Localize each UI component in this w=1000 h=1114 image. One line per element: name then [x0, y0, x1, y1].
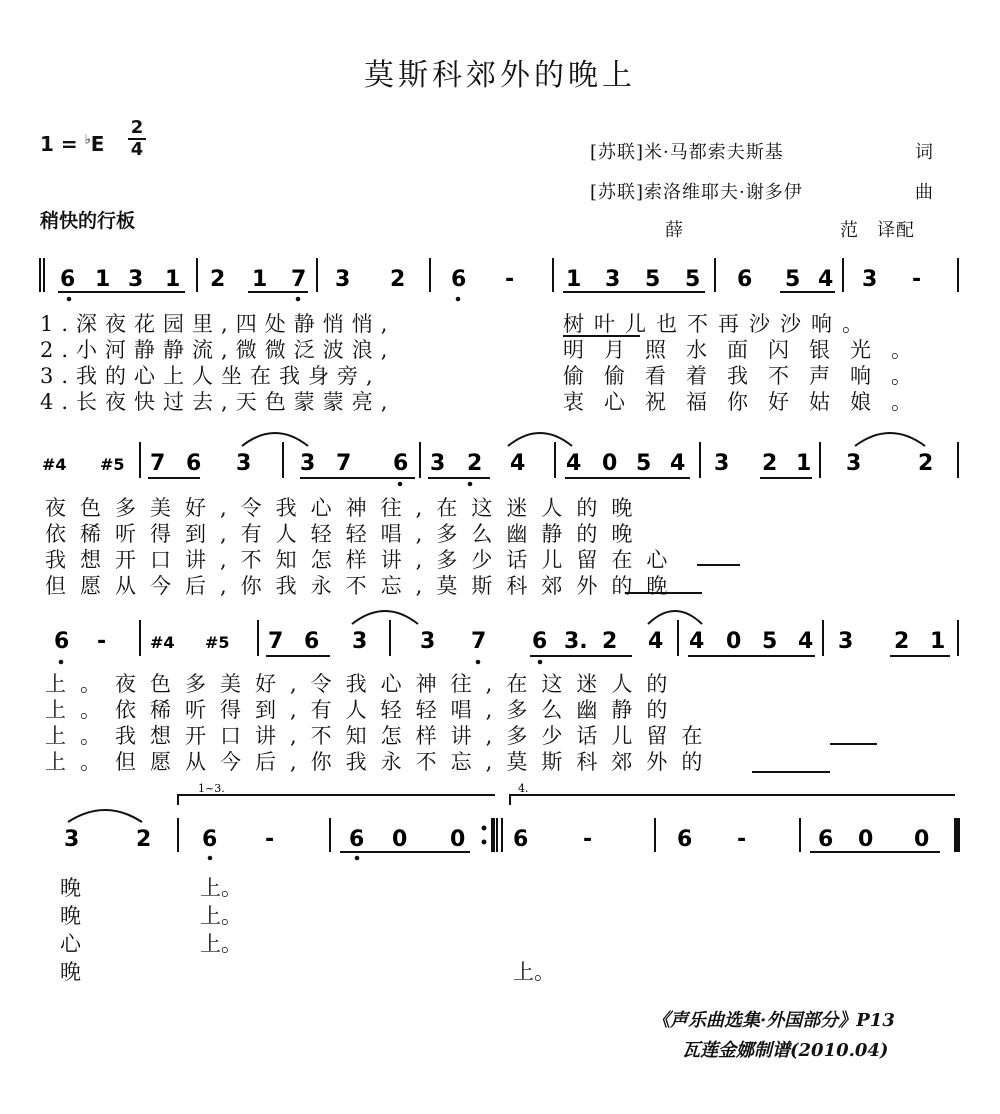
refrain-2-line-a: 依稀听得到,有人轻轻唱,多么幽静的晚	[45, 522, 647, 546]
note: 2	[136, 827, 152, 852]
note: 2	[390, 267, 406, 292]
note: 5	[636, 451, 652, 476]
note: 3	[335, 267, 351, 292]
note: 0	[726, 629, 742, 654]
translator-b: 范	[840, 220, 859, 241]
note: 7	[268, 629, 284, 654]
note: 3	[430, 451, 446, 476]
note: 6	[532, 629, 548, 654]
note: 7	[336, 451, 352, 476]
system2-notes	[42, 451, 933, 476]
ending-lyric: 晚	[60, 876, 81, 900]
note: 6	[186, 451, 202, 476]
note: 6	[202, 827, 218, 852]
note: 2	[762, 451, 778, 476]
note: 7	[291, 267, 307, 292]
note: 0	[858, 827, 874, 852]
note: 1	[566, 267, 582, 292]
note: 4	[510, 451, 526, 476]
note: 1	[930, 629, 946, 654]
note: 3	[64, 827, 80, 852]
key-note: E	[90, 132, 105, 156]
note: 6	[349, 827, 365, 852]
note: -	[505, 267, 515, 292]
meter-top: 2	[130, 117, 144, 138]
page-title: 莫斯科郊外的晚上	[364, 58, 636, 93]
note: 3	[605, 267, 621, 292]
sharp-5: #5	[205, 633, 230, 652]
note: 0	[392, 827, 408, 852]
note: 3.	[564, 629, 588, 654]
tempo-marking: 稍快的行板	[40, 210, 136, 232]
note: 4	[798, 629, 814, 654]
system1-notes	[60, 267, 921, 292]
key-prefix: 1 =	[40, 132, 78, 156]
sharp-4: #4	[150, 633, 175, 652]
note: 7	[471, 629, 487, 654]
refrain-1-line-a: 夜色多美好,令我心神往,在这迷人的晚	[45, 496, 647, 520]
note: 6	[737, 267, 753, 292]
note: 5	[762, 629, 778, 654]
note: -	[265, 827, 275, 852]
note: 4	[648, 629, 664, 654]
flat-sign: ♭	[84, 132, 91, 148]
note: 0	[914, 827, 930, 852]
note: 3	[420, 629, 436, 654]
note: 6	[818, 827, 834, 852]
note: 5	[645, 267, 661, 292]
verse-1-line-b: 树叶儿也不再沙沙响。	[563, 312, 873, 336]
note: 4	[689, 629, 705, 654]
note: 3	[846, 451, 862, 476]
note: 5	[785, 267, 801, 292]
lyricist-credit: [苏联]米·马都索夫斯基	[590, 142, 784, 163]
note: 3	[128, 267, 144, 292]
note: 2	[918, 451, 934, 476]
composer-role: 曲	[915, 182, 934, 203]
note: 2	[210, 267, 226, 292]
note: -	[912, 267, 922, 292]
sharp-5: #5	[100, 455, 125, 474]
ending-lyric: 晚	[60, 904, 81, 928]
note: 6	[54, 629, 70, 654]
note: 4	[818, 267, 834, 292]
note: 5	[685, 267, 701, 292]
verse-3-line-a: 3.我的心上人坐在我身旁,	[40, 364, 381, 388]
verse-1-line-a: 1.深夜花园里,四处静悄悄,	[40, 312, 396, 336]
ending-lyric: 上。	[200, 876, 242, 900]
ending-lyric: 上。	[200, 932, 242, 956]
lyricist-role: 词	[915, 142, 934, 163]
note: 6	[677, 827, 693, 852]
note: 0	[450, 827, 466, 852]
refrain-1-line-b: 上。夜色多美好,令我心神往,在这迷人的	[45, 672, 682, 696]
note: 1	[95, 267, 111, 292]
refrain-2-line-b: 上。依稀听得到,有人轻轻唱,多么幽静的	[45, 698, 682, 722]
note: 3	[862, 267, 878, 292]
note: 0	[602, 451, 618, 476]
ending-lyric: 晚	[60, 960, 81, 984]
composer-credit: [苏联]索洛维耶夫·谢多伊	[590, 182, 803, 203]
note: 6	[393, 451, 409, 476]
verse-2-line-b: 明月照水面闪银光。	[563, 338, 932, 362]
note: 2	[602, 629, 618, 654]
verse-4-line-a: 4.长夜快过去,天色蒙蒙亮,	[40, 390, 396, 414]
engraver-credit: 瓦莲金娜制谱(2010.04)	[682, 1040, 889, 1061]
verse-3-line-b: 偷偷看着我不声响。	[563, 364, 932, 388]
note: 3	[714, 451, 730, 476]
note: 3	[236, 451, 252, 476]
note: 1	[796, 451, 812, 476]
ending-lyric-final: 上。	[513, 960, 555, 984]
translator-a: 薛	[665, 220, 684, 241]
sharp-4: #4	[42, 455, 67, 474]
refrain-4-line-a: 但愿从今后,你我永不忘,莫斯科郊外的晚	[45, 574, 682, 598]
meter-bottom: 4	[130, 139, 144, 160]
refrain-4-line-b: 上。但愿从今后,你我永不忘,莫斯科郊外的	[45, 750, 717, 774]
ending-lyric: 心	[60, 932, 81, 956]
note: 4	[670, 451, 686, 476]
note: 6	[451, 267, 467, 292]
note: 1	[165, 267, 181, 292]
note: -	[737, 827, 747, 852]
translator-role: 译配	[877, 220, 915, 241]
note: 3	[352, 629, 368, 654]
note: -	[97, 629, 107, 654]
refrain-3-line-a: 我想开口讲,不知怎样讲,多少话儿留在心	[45, 548, 682, 572]
verse-4-line-b: 衷心祝福你好姑娘。	[563, 390, 932, 414]
note: 3	[300, 451, 316, 476]
note: 6	[304, 629, 320, 654]
volta-first-label: 1~3.	[198, 782, 225, 795]
note: 2	[467, 451, 483, 476]
note: 3	[838, 629, 854, 654]
ending-lyric: 上。	[200, 904, 242, 928]
note: 6	[60, 267, 76, 292]
note: 6	[513, 827, 529, 852]
note: 2	[894, 629, 910, 654]
note: 1	[252, 267, 268, 292]
volta-second-label: 4.	[518, 782, 529, 795]
source-citation: 《声乐曲选集·外国部分》P13	[652, 1010, 895, 1031]
note: 7	[150, 451, 166, 476]
note: -	[583, 827, 593, 852]
verse-2-line-a: 2.小河静静流,微微泛波浪,	[40, 338, 396, 362]
system3-notes	[54, 629, 945, 654]
refrain-3-line-b: 上。我想开口讲,不知怎样讲,多少话儿留在	[45, 724, 717, 748]
note: 4	[566, 451, 582, 476]
